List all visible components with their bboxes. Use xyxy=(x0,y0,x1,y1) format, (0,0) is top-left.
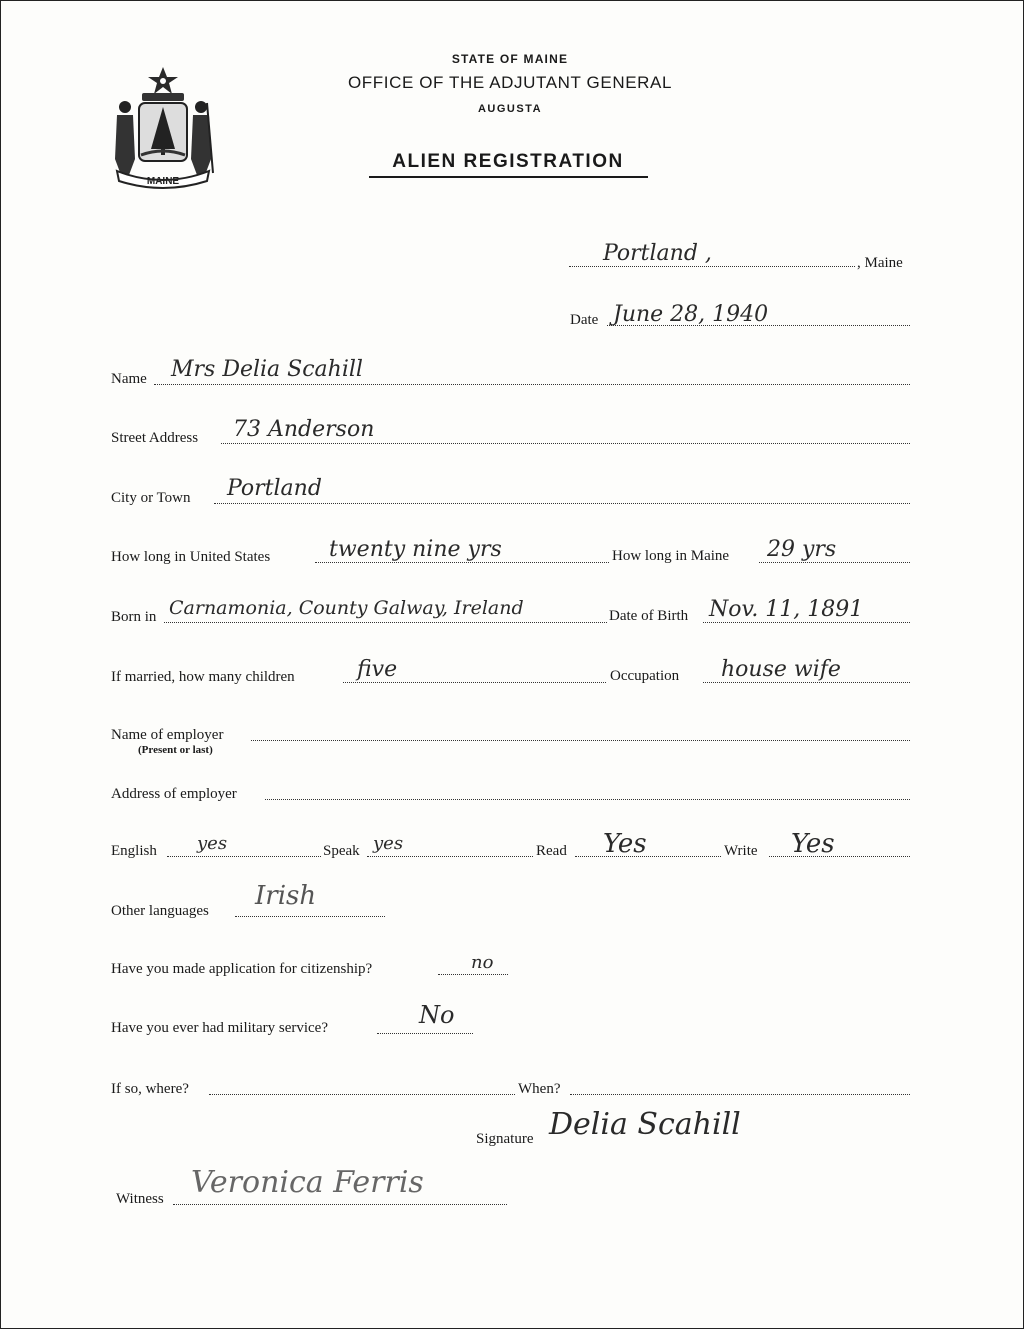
date-of-birth-line xyxy=(703,622,910,623)
where-label: If so, where? xyxy=(111,1081,189,1097)
how-long-maine-value: 29 yrs xyxy=(767,537,837,562)
speak-value: yes xyxy=(373,833,404,854)
citizenship-value: no xyxy=(471,952,494,973)
form-title: ALIEN REGISTRATION xyxy=(392,151,624,172)
children-value: five xyxy=(357,657,398,682)
born-in-line xyxy=(164,622,607,623)
military-line xyxy=(377,1033,473,1034)
occupation-line xyxy=(703,682,910,683)
street-label: Street Address xyxy=(111,430,199,446)
signature-value: Delia Scahill xyxy=(549,1107,741,1142)
date-label: Date xyxy=(570,312,599,328)
military-label: Have you ever had military service? xyxy=(111,1020,328,1036)
street-line xyxy=(221,443,910,444)
children-label: If married, how many children xyxy=(111,669,295,685)
city-value: Portland xyxy=(227,476,322,501)
read-label: Read xyxy=(536,843,567,859)
when-line xyxy=(570,1094,910,1095)
how-long-us-line xyxy=(315,562,609,563)
city-label: City or Town xyxy=(111,490,191,506)
witness-line xyxy=(173,1204,507,1205)
location-line xyxy=(569,266,855,267)
office-heading: OFFICE OF THE ADJUTANT GENERAL xyxy=(347,73,673,92)
citizenship-label: Have you made application for citizenship? xyxy=(111,961,373,977)
city-heading: AUGUSTA xyxy=(477,103,543,115)
read-line xyxy=(575,856,721,857)
name-label: Name xyxy=(111,371,147,387)
occupation-label: Occupation xyxy=(610,668,680,684)
seal-banner-text: MAINE xyxy=(146,176,180,187)
employer-name-line xyxy=(251,740,910,741)
employer-name-label: Name of employer xyxy=(111,727,224,743)
born-in-label: Born in xyxy=(111,609,157,625)
witness-label: Witness xyxy=(116,1191,164,1207)
signature-label: Signature xyxy=(476,1131,534,1147)
where-line xyxy=(209,1094,515,1095)
state-heading: STATE OF MAINE xyxy=(451,52,569,66)
witness-value: Veronica Ferris xyxy=(191,1165,424,1200)
title-underline xyxy=(369,176,648,178)
street-value: 73 Anderson xyxy=(233,417,375,442)
english-line xyxy=(167,856,321,857)
other-languages-value: Irish xyxy=(255,881,317,911)
other-languages-label: Other languages xyxy=(111,903,209,919)
location-suffix-label: , Maine xyxy=(857,255,903,271)
speak-label: Speak xyxy=(323,843,360,859)
name-line xyxy=(154,384,910,385)
date-value: June 28, 1940 xyxy=(613,302,769,327)
other-languages-line xyxy=(235,916,385,917)
date-of-birth-value: Nov. 11, 1891 xyxy=(709,597,864,622)
employer-address-line xyxy=(265,799,910,800)
citizenship-line xyxy=(438,974,508,975)
occupation-value: house wife xyxy=(721,657,841,682)
write-label: Write xyxy=(724,843,758,859)
how-long-maine-line xyxy=(759,562,910,563)
how-long-maine-label: How long in Maine xyxy=(612,548,730,564)
speak-line xyxy=(367,856,533,857)
write-value: Yes xyxy=(791,829,835,859)
location-value: Portland , xyxy=(603,241,712,266)
children-line xyxy=(343,682,606,683)
english-label: English xyxy=(111,843,157,859)
how-long-us-label: How long in United States xyxy=(111,549,271,565)
how-long-us-value: twenty nine yrs xyxy=(329,537,502,562)
english-value: yes xyxy=(197,833,228,854)
military-value: No xyxy=(419,1001,455,1029)
name-value: Mrs Delia Scahill xyxy=(171,357,363,382)
employer-address-label: Address of employer xyxy=(111,786,237,802)
city-line xyxy=(214,503,910,504)
employer-name-sublabel: (Present or last) xyxy=(138,744,213,756)
read-value: Yes xyxy=(603,829,647,859)
born-in-value: Carnamonia, County Galway, Ireland xyxy=(169,597,524,619)
date-of-birth-label: Date of Birth xyxy=(609,608,689,624)
when-label: When? xyxy=(518,1081,561,1097)
